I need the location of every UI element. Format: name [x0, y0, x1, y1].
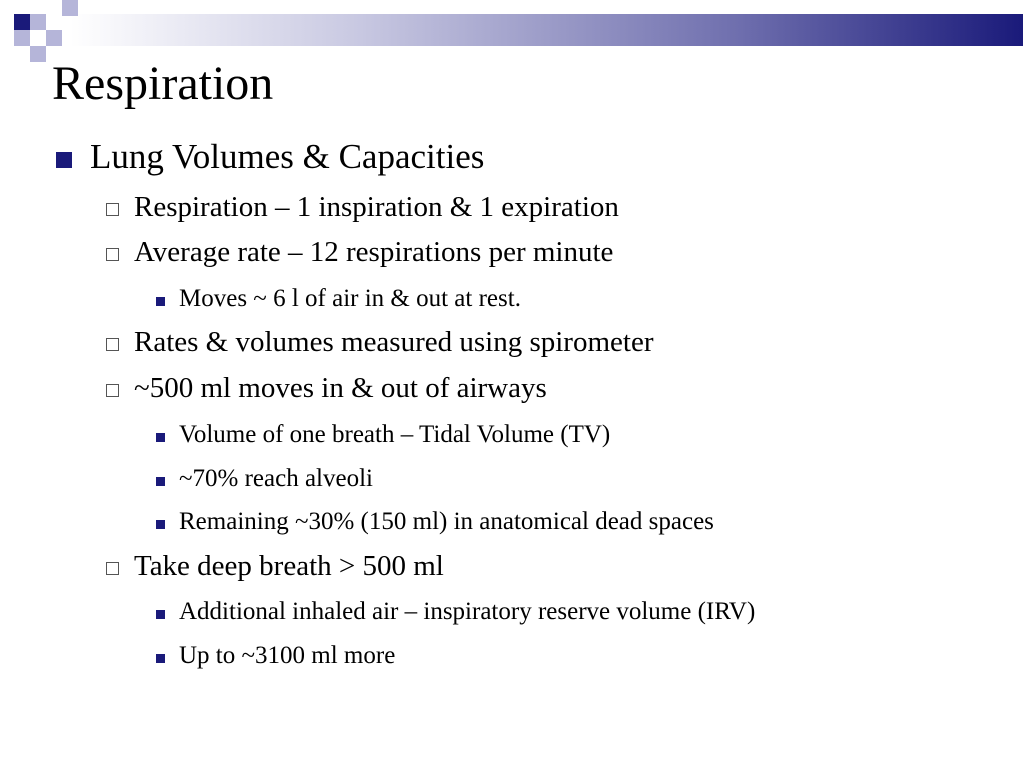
header-gradient-bar [70, 14, 1023, 46]
checker-square [14, 30, 30, 46]
list-item-text: Volume of one breath – Tidal Volume (TV) [179, 421, 611, 448]
checker-square [46, 30, 62, 46]
filled-square-bullet-icon [156, 520, 165, 529]
list-item-text: ~500 ml moves in & out of airways [134, 372, 547, 404]
list-item-text: ~70% reach alveoli [179, 465, 373, 492]
filled-square-bullet-icon [156, 654, 165, 663]
checker-square [46, 14, 62, 30]
checker-square [30, 46, 46, 62]
list-item-text: Rates & volumes measured using spirometer [134, 326, 654, 358]
list-item-text: Up to ~3100 ml more [179, 642, 396, 669]
filled-square-bullet-icon [56, 152, 72, 168]
list-item-text: Lung Volumes & Capacities [90, 137, 485, 176]
filled-square-bullet-icon [156, 610, 165, 619]
hollow-square-bullet-icon [106, 384, 119, 397]
hollow-square-bullet-icon [106, 562, 119, 575]
hollow-square-bullet-icon [106, 248, 119, 261]
checker-square [62, 0, 78, 16]
list-item-text: Remaining ~30% (150 ml) in anatomical dead spaces [179, 508, 714, 535]
hollow-square-bullet-icon [106, 338, 119, 351]
list-item-text: Take deep breath > 500 ml [134, 550, 444, 582]
list-item-text: Respiration – 1 inspiration & 1 expiration [134, 191, 619, 223]
list-item-text: Additional inhaled air – inspiratory reserve volume (IRV) [179, 598, 756, 625]
filled-square-bullet-icon [156, 477, 165, 486]
list-item-text: Moves ~ 6 l of air in & out at rest. [179, 285, 521, 312]
checker-square [14, 14, 30, 30]
list-item-text: Average rate – 12 respirations per minute [134, 236, 614, 268]
slide-title: Respiration [52, 57, 274, 110]
filled-square-bullet-icon [156, 433, 165, 442]
hollow-square-bullet-icon [106, 203, 119, 216]
checker-square [30, 14, 46, 30]
filled-square-bullet-icon [156, 297, 165, 306]
